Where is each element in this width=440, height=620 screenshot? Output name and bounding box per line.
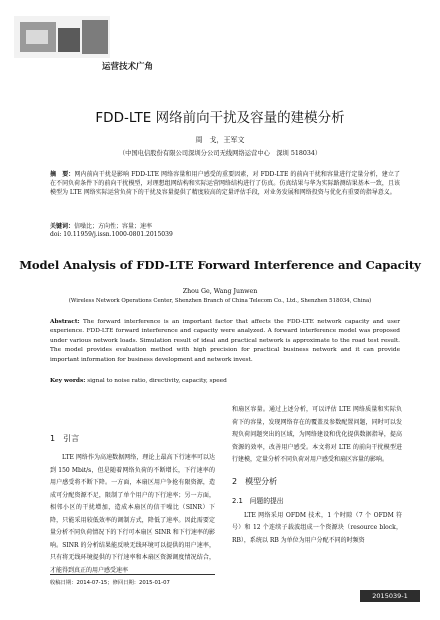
abstract-en-label: Abstract: [50, 319, 80, 325]
section-2-heading: 2 模型分析 [232, 476, 278, 486]
paper-title-cn: FDD-LTE 网络前向干扰及容量的建模分析 [95, 110, 345, 126]
section-2-1-heading: 2.1 问题的提出 [232, 496, 284, 505]
authors-en: Zhou Ge, Wang Junwen [182, 288, 258, 295]
keywords-cn-label: 关键词： [50, 223, 75, 230]
keywords-en-text: signal to noise ratio, directivity, capacity, speed [87, 378, 227, 384]
paper-title-en: Model Analysis of FDD-LTE Forward Interference and Capacity [19, 258, 421, 272]
abstract-en-text: The forward interference is an important factor that affects the FDD-LTE network capacity and user experience. FDD-LTE forward interference and capacity were analyzed. A forward interference model was proposed under various network loads. Simulation result of ideal and practical network is approximate to the road test result. The model provides evaluation method with high precision for practical business network and it can provide important information for business development and network invest. [50, 319, 400, 363]
left-column [50, 433, 215, 577]
keywords-cn [50, 221, 400, 230]
keywords-en-label: Key words: [50, 378, 86, 384]
affiliation-en: (Wireless Network Operations Center, Shenzhen Branch of China Telecom Co., Ltd., Shenzhen 518034, China) [68, 298, 372, 304]
received-dates: 收稿日期：2014-07-15；修回日期：2015-01-07 [50, 580, 170, 586]
header-decoration-graphic [14, 16, 110, 58]
affiliation-cn: （中国电信股份有限公司深圳分公司无线网络运营中心 深圳 518034） [118, 150, 322, 157]
keywords-en [50, 378, 400, 384]
abstract-en [50, 318, 400, 365]
keywords-cn-text: 信噪比；方向性；容量；速率 [74, 223, 153, 230]
issue-number-badge: 2015039-1 [360, 590, 420, 602]
section-2-1-paragraph: LTE 网络采用 OFDM 技术，1 个时隙（7 个 OFDM 符号）和 12 个连续子载波组成一个资源块（resource block，RB），系统以 RB 为单位为用户分配不同的时频资 [232, 511, 402, 544]
section-1-paragraph: LTE 网络作为高速数据网络，理论上最高下行速率可以达到 150 Mbit/s，但是随着网络负荷的不断增长，下行速率的用户感受将不断下降。一方面，本扇区用户争抢有限资源，造成可分配资源不足，限制了单个用户的下行速率；另一方面，相邻小区的干扰增加，造成本扇区的信干噪比（SINR）下降，只能采用较低效率的调制方式，降低了速率。因此需要定量分析不同负荷情况下的下行可本扇区 SINR 和下行速率的影响。SINR 的分析结果能反映无线环境可以提供的用户速率，只有将无线环境提供的下行速率和本扇区资源调度情况结合，才能得到真正的用户感受速率 [50, 454, 215, 574]
abstract-cn-label: 摘 要： [50, 171, 75, 178]
authors-cn: 周 戈，王军文 [195, 136, 245, 144]
abstract-cn [50, 170, 400, 198]
right-column [232, 404, 402, 547]
footnote-rule [50, 574, 215, 575]
section-1-continued-paragraph: 和扇区容量。通过上述分析，可以评估 LTE 网络质量和实际负荷下的容量，发现网络存在的覆盖及参数配置问题，同时可以发现负荷问题突出的区域，为网络建设和优化提供数据指导，提高资源的效率，改善用户感受。本文将对 LTE 的前向干扰模型进行建模，定量分析不同负荷对用户感受和扇区容量的影响。 [232, 406, 402, 463]
column-name: 运营技术广角 [102, 62, 154, 72]
doi: doi: 10.11959/j.issn.1000-0801.2015039 [50, 231, 173, 238]
abstract-cn-text: 网内前向干扰是影响 FDD-LTE 网络容量和用户感受的重要因素，对 FDD-LTE 的前向干扰和容量进行定量分析，建立了在不同负荷条件下的前向干扰模型，对理想组网结构和实际运营网络结构进行了仿真。仿真结果与华为实际路测结果基本一致，且该模型为 LTE 网络实际运营负荷下的干扰及容量提供了精度较高的定量评估手段，对业务发展和网络投资与优化有重要的指导意义。 [50, 171, 400, 197]
section-1-heading: 1 引言 [50, 434, 80, 443]
